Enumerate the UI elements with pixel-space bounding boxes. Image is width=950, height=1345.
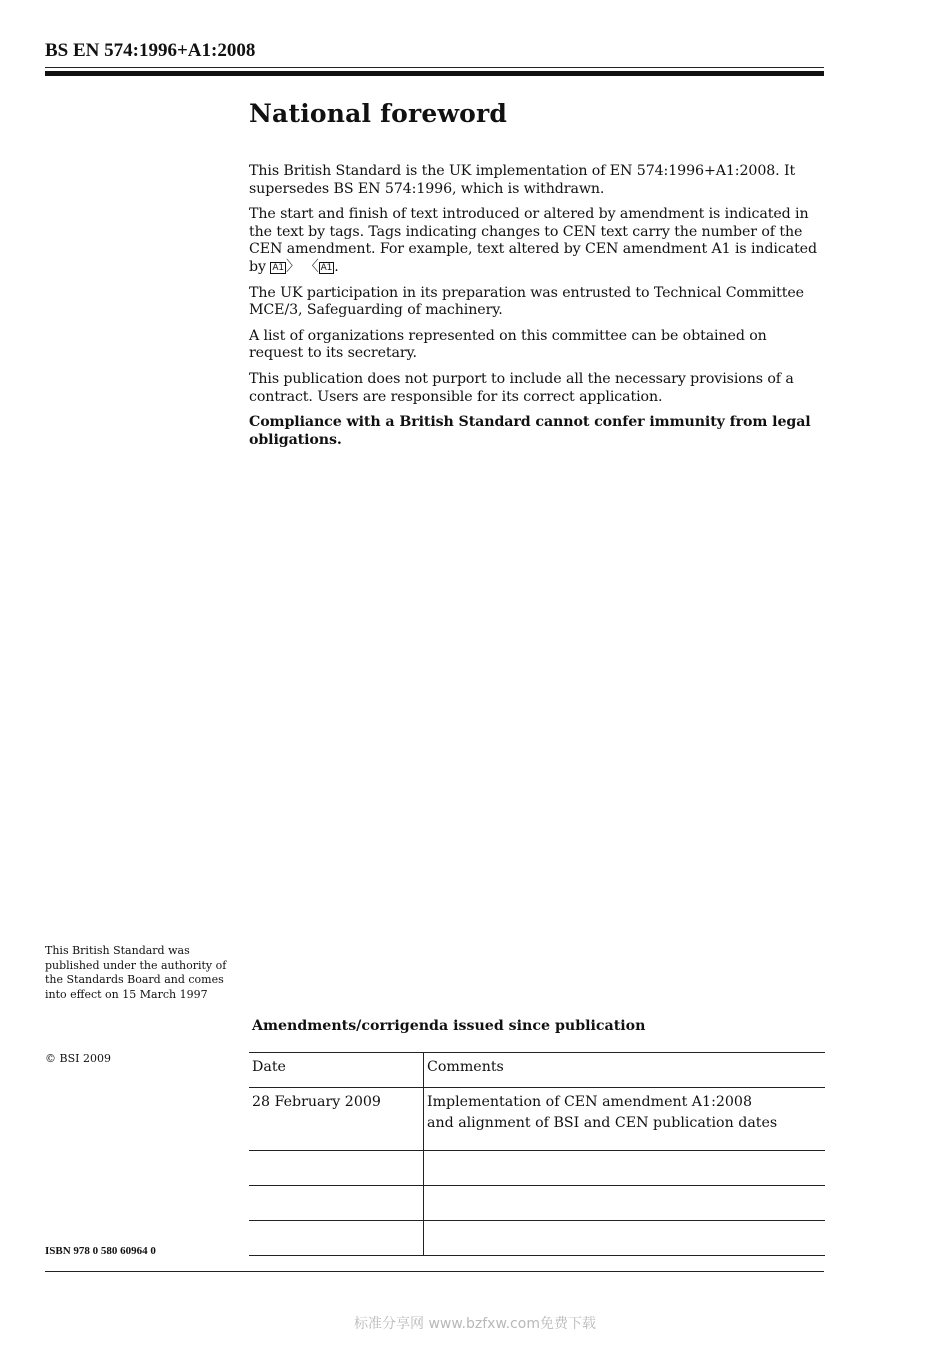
copyright: © BSI 2009	[45, 1052, 111, 1065]
page-title: National foreword	[249, 99, 508, 128]
column-header-date: Date	[249, 1053, 424, 1088]
table-header-row	[249, 1053, 825, 1088]
amendment-date: 28 February 2009	[249, 1088, 424, 1151]
footer-rule	[45, 1271, 824, 1272]
header-rule-thin	[45, 67, 824, 68]
amendment-comment-line: Implementation of CEN amendment A1:2008	[427, 1094, 752, 1110]
paragraph-compliance: Compliance with a British Standard cannot confer immunity from legal obligations.	[249, 414, 811, 448]
isbn: ISBN 978 0 580 60964 0	[45, 1245, 156, 1257]
table-row	[249, 1088, 825, 1151]
amendments-table	[249, 1052, 825, 1256]
paragraph-provisions: This publication does not purport to include all the necessary provisions of a contract. Users are responsible for its correct application.	[249, 370, 794, 405]
foreword-body	[249, 163, 824, 457]
amendments-heading: Amendments/corrigenda issued since publication	[252, 1018, 646, 1034]
paragraph-amendment-tags: The start and finish of text introduced or altered by amendment is indicated in the text by tags. Tags indicating changes to CEN text carry the number of the CEN amendment. For example, text altered by CEN amendment A1 is indicated by A1 〉 〈 A1 .	[249, 206, 817, 275]
column-header-comments: Comments	[424, 1053, 826, 1088]
amendment-close-tag-icon: A1	[320, 262, 333, 273]
amendment-tags-text: The start and finish of text introduced or altered by amendment is indicated in the text by tags. Tags indicating changes to CEN text carry the number of the CEN amendment. For example, text altered by CEN amendment A1 is indicated by	[249, 206, 817, 275]
amendment-comment-line: and alignment of BSI and CEN publication dates	[427, 1115, 778, 1131]
document-id: BS EN 574:1996+A1:2008	[45, 40, 256, 61]
table-row-empty	[249, 1151, 825, 1186]
table-row-empty	[249, 1186, 825, 1221]
amendment-open-tag-icon: A1	[272, 262, 285, 273]
publication-note: This British Standard was published under the authority of the Standards Board and comes into effect on 15 March 1997	[45, 944, 227, 1001]
paragraph-implementation: This British Standard is the UK implementation of EN 574:1996+A1:2008. It supersedes BS EN 574:1996, which is withdrawn.	[249, 163, 796, 197]
amendment-comment	[424, 1088, 826, 1151]
paragraph-organizations: A list of organizations represented on this committee can be obtained on request to its secretary.	[249, 327, 767, 362]
paragraph-committee: The UK participation in its preparation was entrusted to Technical Committee MCE/3, Safeguarding of machinery.	[249, 284, 804, 319]
watermark: 标准分享网 www.bzfxw.com免费下载	[354, 1316, 596, 1332]
table-row-empty	[249, 1221, 825, 1256]
header-rule-thick	[45, 71, 824, 76]
